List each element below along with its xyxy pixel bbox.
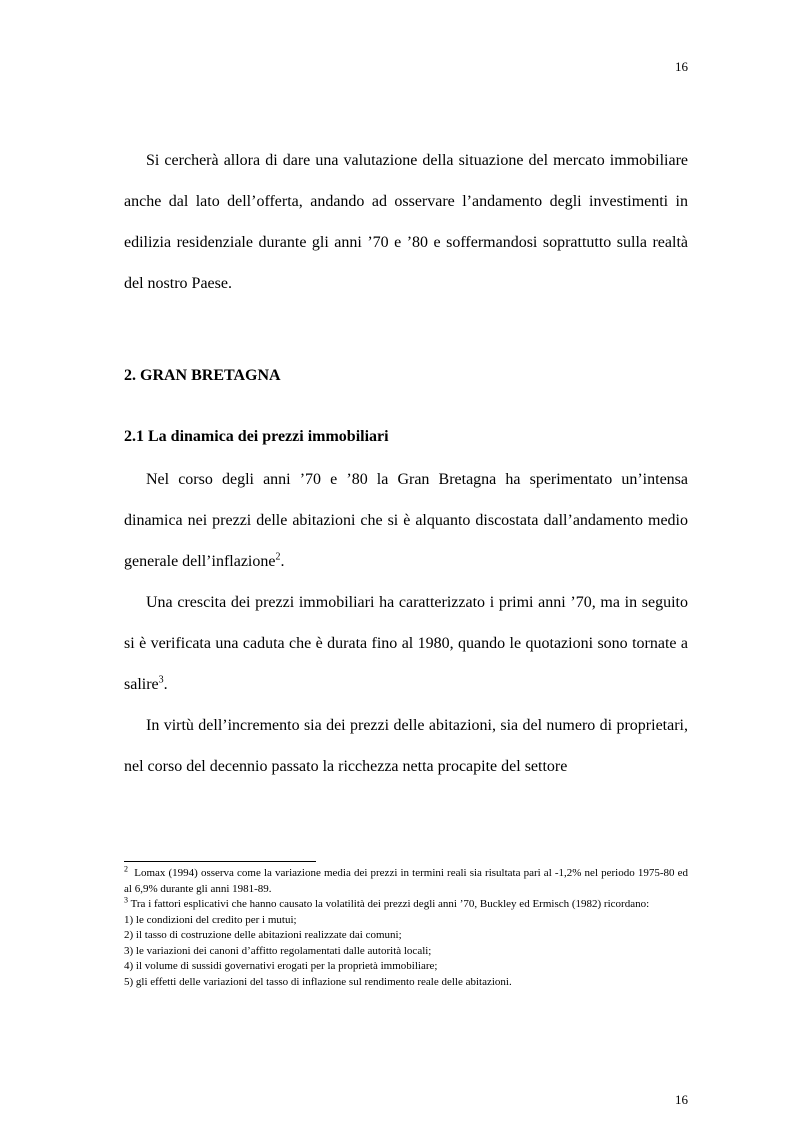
footnote-3 <box>124 897 688 913</box>
page-number-top: 16 <box>675 59 688 74</box>
footnote-3-list <box>124 913 688 991</box>
list-item: 1) le condizioni del credito per i mutui; <box>124 913 297 926</box>
footnote-2-text: Lomax (1994) osserva come la variazione media dei prezzi in termini reali sia risultata pari al -1,2% nel periodo 1975-80 ed al 6,9% durante gli anni 1981-89. <box>124 867 688 895</box>
paragraph-2 <box>124 582 688 705</box>
footnotes <box>124 866 688 990</box>
subsection-heading: 2.1 La dinamica dei prezzi immobiliari <box>124 428 389 445</box>
paragraph-3: In virtù dell’incremento sia dei prezzi delle abitazioni, sia del numero di proprietari, nel corso del decennio passato la ricchezza netta procapite del settore <box>124 717 688 775</box>
intro-paragraph-block <box>124 140 688 304</box>
section-body <box>124 459 688 787</box>
list-item: 5) gli effetti delle variazioni del tasso di inflazione sul rendimento reale delle abitazioni. <box>124 975 512 988</box>
paragraph-1 <box>124 459 688 582</box>
intro-paragraph: Si cercherà allora di dare una valutazione della situazione del mercato immobiliare anche dal lato dell’offerta, andando ad osservare l’andamento degli investimenti in edilizia residenziale durante gli anni ’70 e ’80 e soffermandosi soprattutto sulla realtà del nostro Paese. <box>124 152 688 292</box>
footnote-2 <box>124 866 688 897</box>
paragraph-1-text: Nel corso degli anni ’70 e ’80 la Gran Bretagna ha sperimentato un’intensa dinamica nei prezzi delle abitazioni che si è alquanto discostata dall’andamento medio generale dell’inflazione <box>124 471 688 570</box>
footnote-3-marker: 3 <box>124 895 128 905</box>
paragraph-2-end: . <box>163 676 168 693</box>
list-item: 3) le variazioni dei canoni d’affitto regolamentati dalle autorità locali; <box>124 944 432 957</box>
footnote-2-marker: 2 <box>124 864 128 874</box>
list-item: 2) il tasso di costruzione delle abitazioni realizzate dai comuni; <box>124 929 402 941</box>
paragraph-1-end: . <box>280 553 285 570</box>
footnote-3-text: Tra i fattori esplicativi che hanno causato la volatilità dei prezzi degli anni ’70, Buckley ed Ermisch (1982) ricordano: <box>130 898 650 910</box>
footnote-ref-2[interactable]: 2 <box>275 551 281 563</box>
footnote-ref-3[interactable]: 3 <box>158 674 164 686</box>
page-number-bottom: 16 <box>675 1092 688 1107</box>
list-item: 4) il volume di sussidi governativi erogati per la proprietà immobiliare; <box>124 960 438 972</box>
footnote-separator <box>124 861 316 862</box>
paragraph-2-text: Una crescita dei prezzi immobiliari ha caratterizzato i primi anni ’70, ma in seguito si è verificata una caduta che è durata fino al 1980, quando le quotazioni sono tornate a salire <box>124 594 688 693</box>
section-heading: 2. GRAN BRETAGNA <box>124 367 281 384</box>
